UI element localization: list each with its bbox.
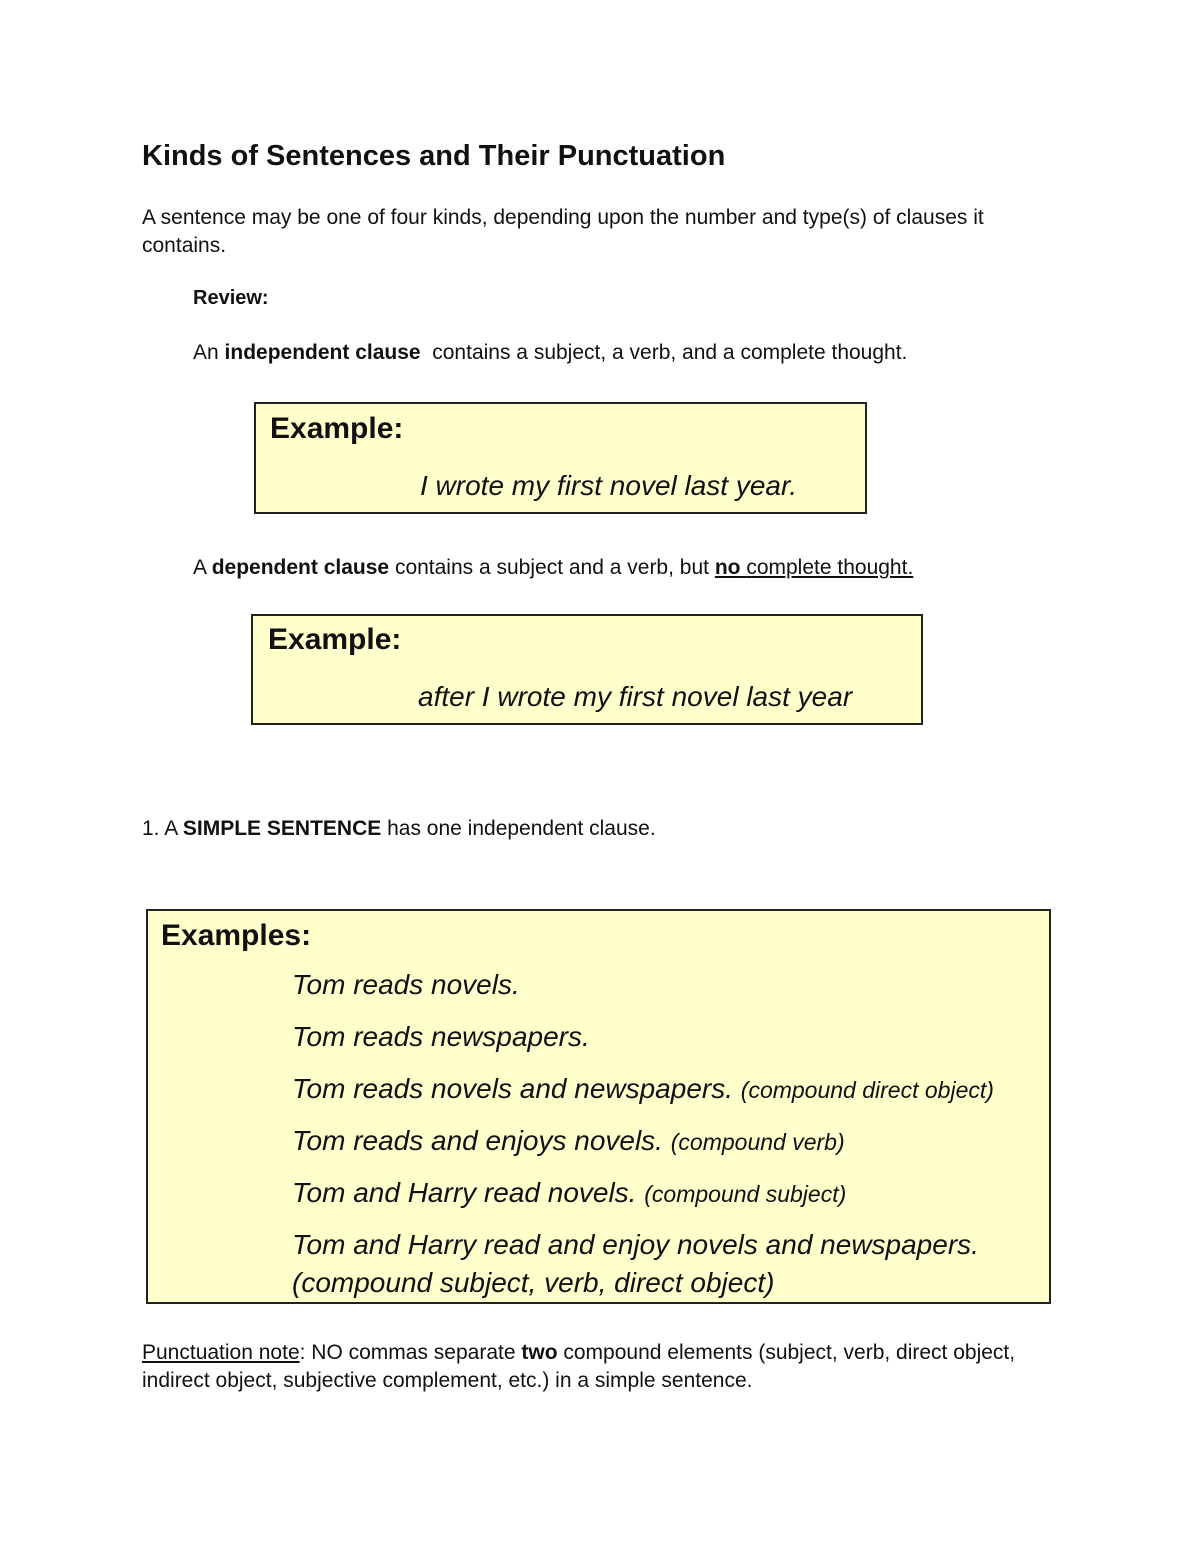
example-box-dependent xyxy=(251,614,923,725)
item-prefix: 1. A xyxy=(142,817,178,840)
review-label: Review: xyxy=(193,287,269,309)
example-sentence: Tom reads and enjoys novels. xyxy=(292,1125,663,1156)
punctuation-note-label: Punctuation note xyxy=(142,1341,300,1364)
example-line xyxy=(292,1229,979,1261)
example-sentence: Tom and Harry read and enjoy novels and newspapers. xyxy=(292,1229,979,1260)
example-line xyxy=(292,1177,846,1209)
definition-text: has one independent clause. xyxy=(387,817,656,840)
punctuation-note xyxy=(142,1339,1042,1395)
independent-clause-definition xyxy=(193,341,907,365)
definition-prefix: A xyxy=(193,556,206,579)
example-box-independent xyxy=(254,402,867,514)
definition-text: contains a subject, a verb, and a complete thought. xyxy=(432,341,908,364)
examples-box-simple xyxy=(146,909,1051,1304)
definition-text: contains a subject and a verb, but xyxy=(394,556,709,579)
example-note: (compound verb) xyxy=(670,1129,845,1155)
simple-sentence-definition xyxy=(142,817,656,841)
no-complete-thought xyxy=(715,556,913,579)
example-line xyxy=(292,969,520,1001)
dependent-clause-term: dependent clause xyxy=(211,556,390,579)
no-emphasis: no xyxy=(714,556,741,579)
example-line xyxy=(292,1021,590,1053)
complete-thought-text: complete thought. xyxy=(746,556,914,579)
example-note: (compound subject, verb, direct object) xyxy=(292,1267,775,1298)
two-emphasis: two xyxy=(521,1341,558,1364)
definition-prefix: An xyxy=(193,341,219,364)
example-heading: Example: xyxy=(268,623,402,656)
example-heading: Example: xyxy=(270,412,404,445)
example-note: (compound direct object) xyxy=(740,1077,994,1103)
page-title: Kinds of Sentences and Their Punctuation xyxy=(142,140,726,172)
example-sentence: after I wrote my first novel last year xyxy=(418,681,853,712)
example-line xyxy=(292,1125,845,1157)
example-sentence: Tom reads novels and newspapers. xyxy=(292,1073,733,1104)
example-sentence: Tom reads novels. xyxy=(292,969,520,1000)
example-line xyxy=(292,1073,994,1105)
example-sentence: I wrote my first novel last year. xyxy=(420,470,798,501)
dependent-clause-definition xyxy=(193,556,913,580)
simple-sentence-term: SIMPLE SENTENCE xyxy=(182,817,382,840)
example-sentence: Tom reads newspapers. xyxy=(292,1021,590,1052)
examples-heading: Examples: xyxy=(161,919,312,952)
independent-clause-term: independent clause xyxy=(224,341,421,364)
intro-paragraph: A sentence may be one of four kinds, depending upon the number and type(s) of clauses it contains. xyxy=(142,206,984,257)
example-note: (compound subject) xyxy=(644,1181,847,1207)
punctuation-note-text: : NO commas separate xyxy=(299,1341,516,1364)
punctuation-note-text-rest: compound elements (subject, verb, direct object, indirect object, subjective complement, etc.) in a simple sentence. xyxy=(142,1341,1016,1392)
example-sentence: Tom and Harry read novels. xyxy=(292,1177,637,1208)
